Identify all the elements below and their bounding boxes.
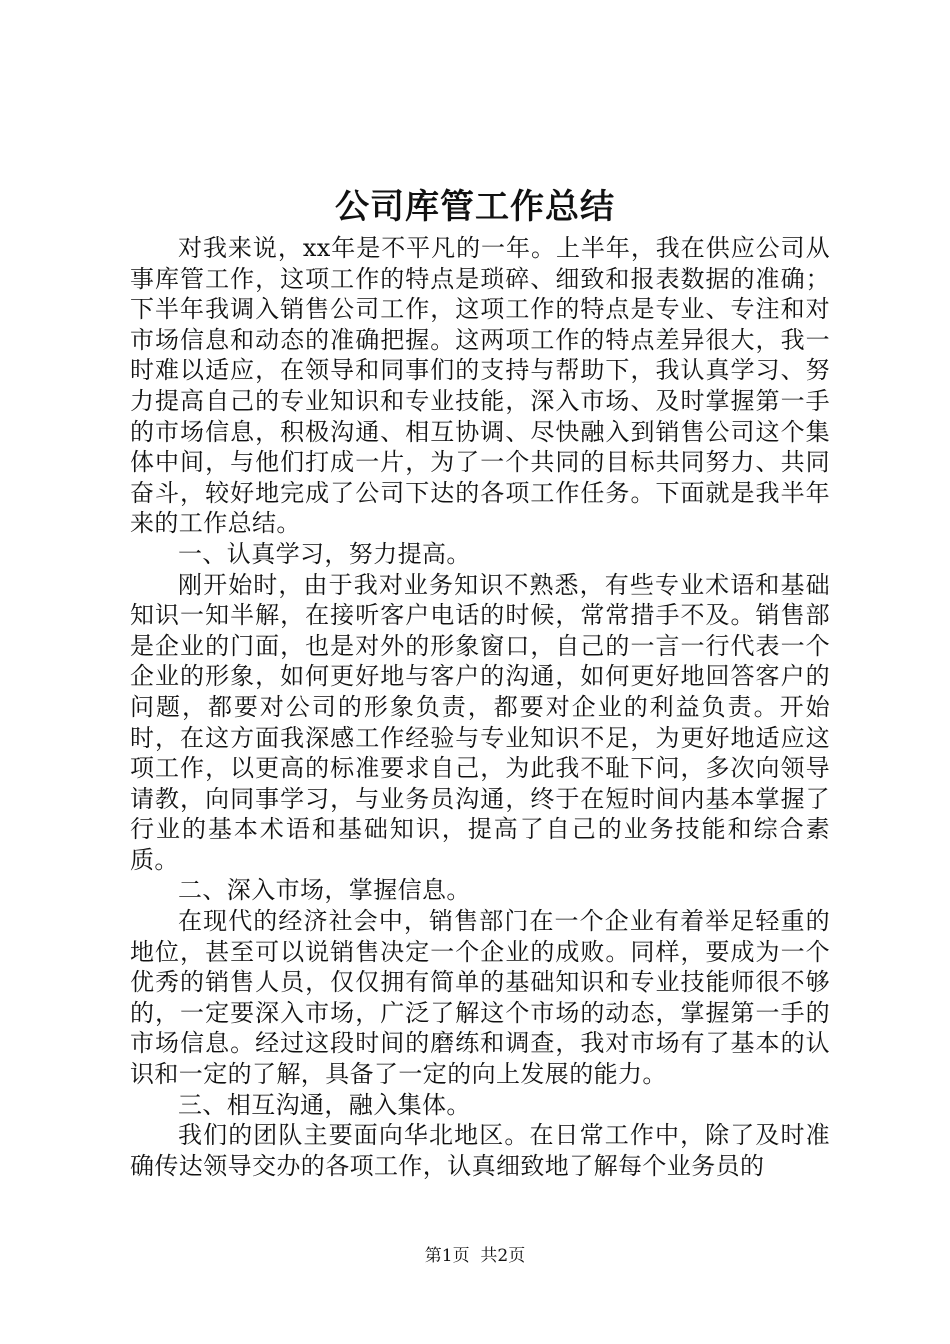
paragraph-intro: 对我来说，xx年是不平凡的一年。上半年，我在供应公司从事库管工作，这项工作的特点是琐碎、细致和报表数据的准确；下半年我调入销售公司工作，这项工作的特点是专业、专注和对市场信息和动态的准确把握。这两项工作的特点差异很大，我一时难以适应，在领导和同事们的支持与帮助下，我认真学习、努力提高自己的专业知识和专业技能，深入市场、及时掌握第一手的市场信息，积极沟通、相互协调、尽快融入到销售公司这个集体中间，与他们打成一片，为了一个共同的目标共同努力、共同奋斗，较好地完成了公司下达的各项工作任务。下面就是我半年来的工作总结。 <box>130 234 830 538</box>
paragraph-section-3: 我们的团队主要面向华北地区。在日常工作中，除了及时准确传达领导交办的各项工作，认真细致地了解每个业务员的 <box>130 1121 830 1180</box>
page-footer <box>0 1244 950 1268</box>
page-number-label: 第1页 共2页 <box>424 1246 526 1266</box>
document-body <box>130 233 830 1181</box>
section-heading-1: 一、认真学习，努力提高。 <box>178 539 471 568</box>
section-heading-3: 三、相互沟通，融入集体。 <box>178 1090 471 1119</box>
paragraph-section-2: 在现代的经济社会中，销售部门在一个企业有着举足轻重的地位，甚至可以说销售决定一个企业的成败。同样，要成为一个优秀的销售人员，仅仅拥有简单的基础知识和专业技能师很不够的，一定要深入市场，广泛了解这个市场的动态，掌握第一手的市场信息。经过这段时间的磨练和调查，我对市场有了基本的认识和一定的了解，具备了一定的向上发展的能力。 <box>130 907 830 1089</box>
paragraph-section-1: 刚开始时，由于我对业务知识不熟悉，有些专业术语和基础知识一知半解，在接听客户电话的时候，常常措手不及。销售部是企业的门面，也是对外的形象窗口，自己的一言一行代表一个企业的形象，如何更好地与客户的沟通，如何更好地回答客户的问题，都要对公司的形象负责，都要对企业的利益负责。开始时，在这方面我深感工作经验与专业知识不足，为更好地适应这项工作，以更高的标准要求自己，为此我不耻下问，多次向领导请教，向同事学习，与业务员沟通，终于在短时间内基本掌握了行业的基本术语和基础知识，提高了自己的业务技能和综合素质。 <box>130 570 830 874</box>
document-title: 公司库管工作总结 <box>335 187 615 227</box>
section-heading-2: 二、深入市场，掌握信息。 <box>178 876 471 905</box>
